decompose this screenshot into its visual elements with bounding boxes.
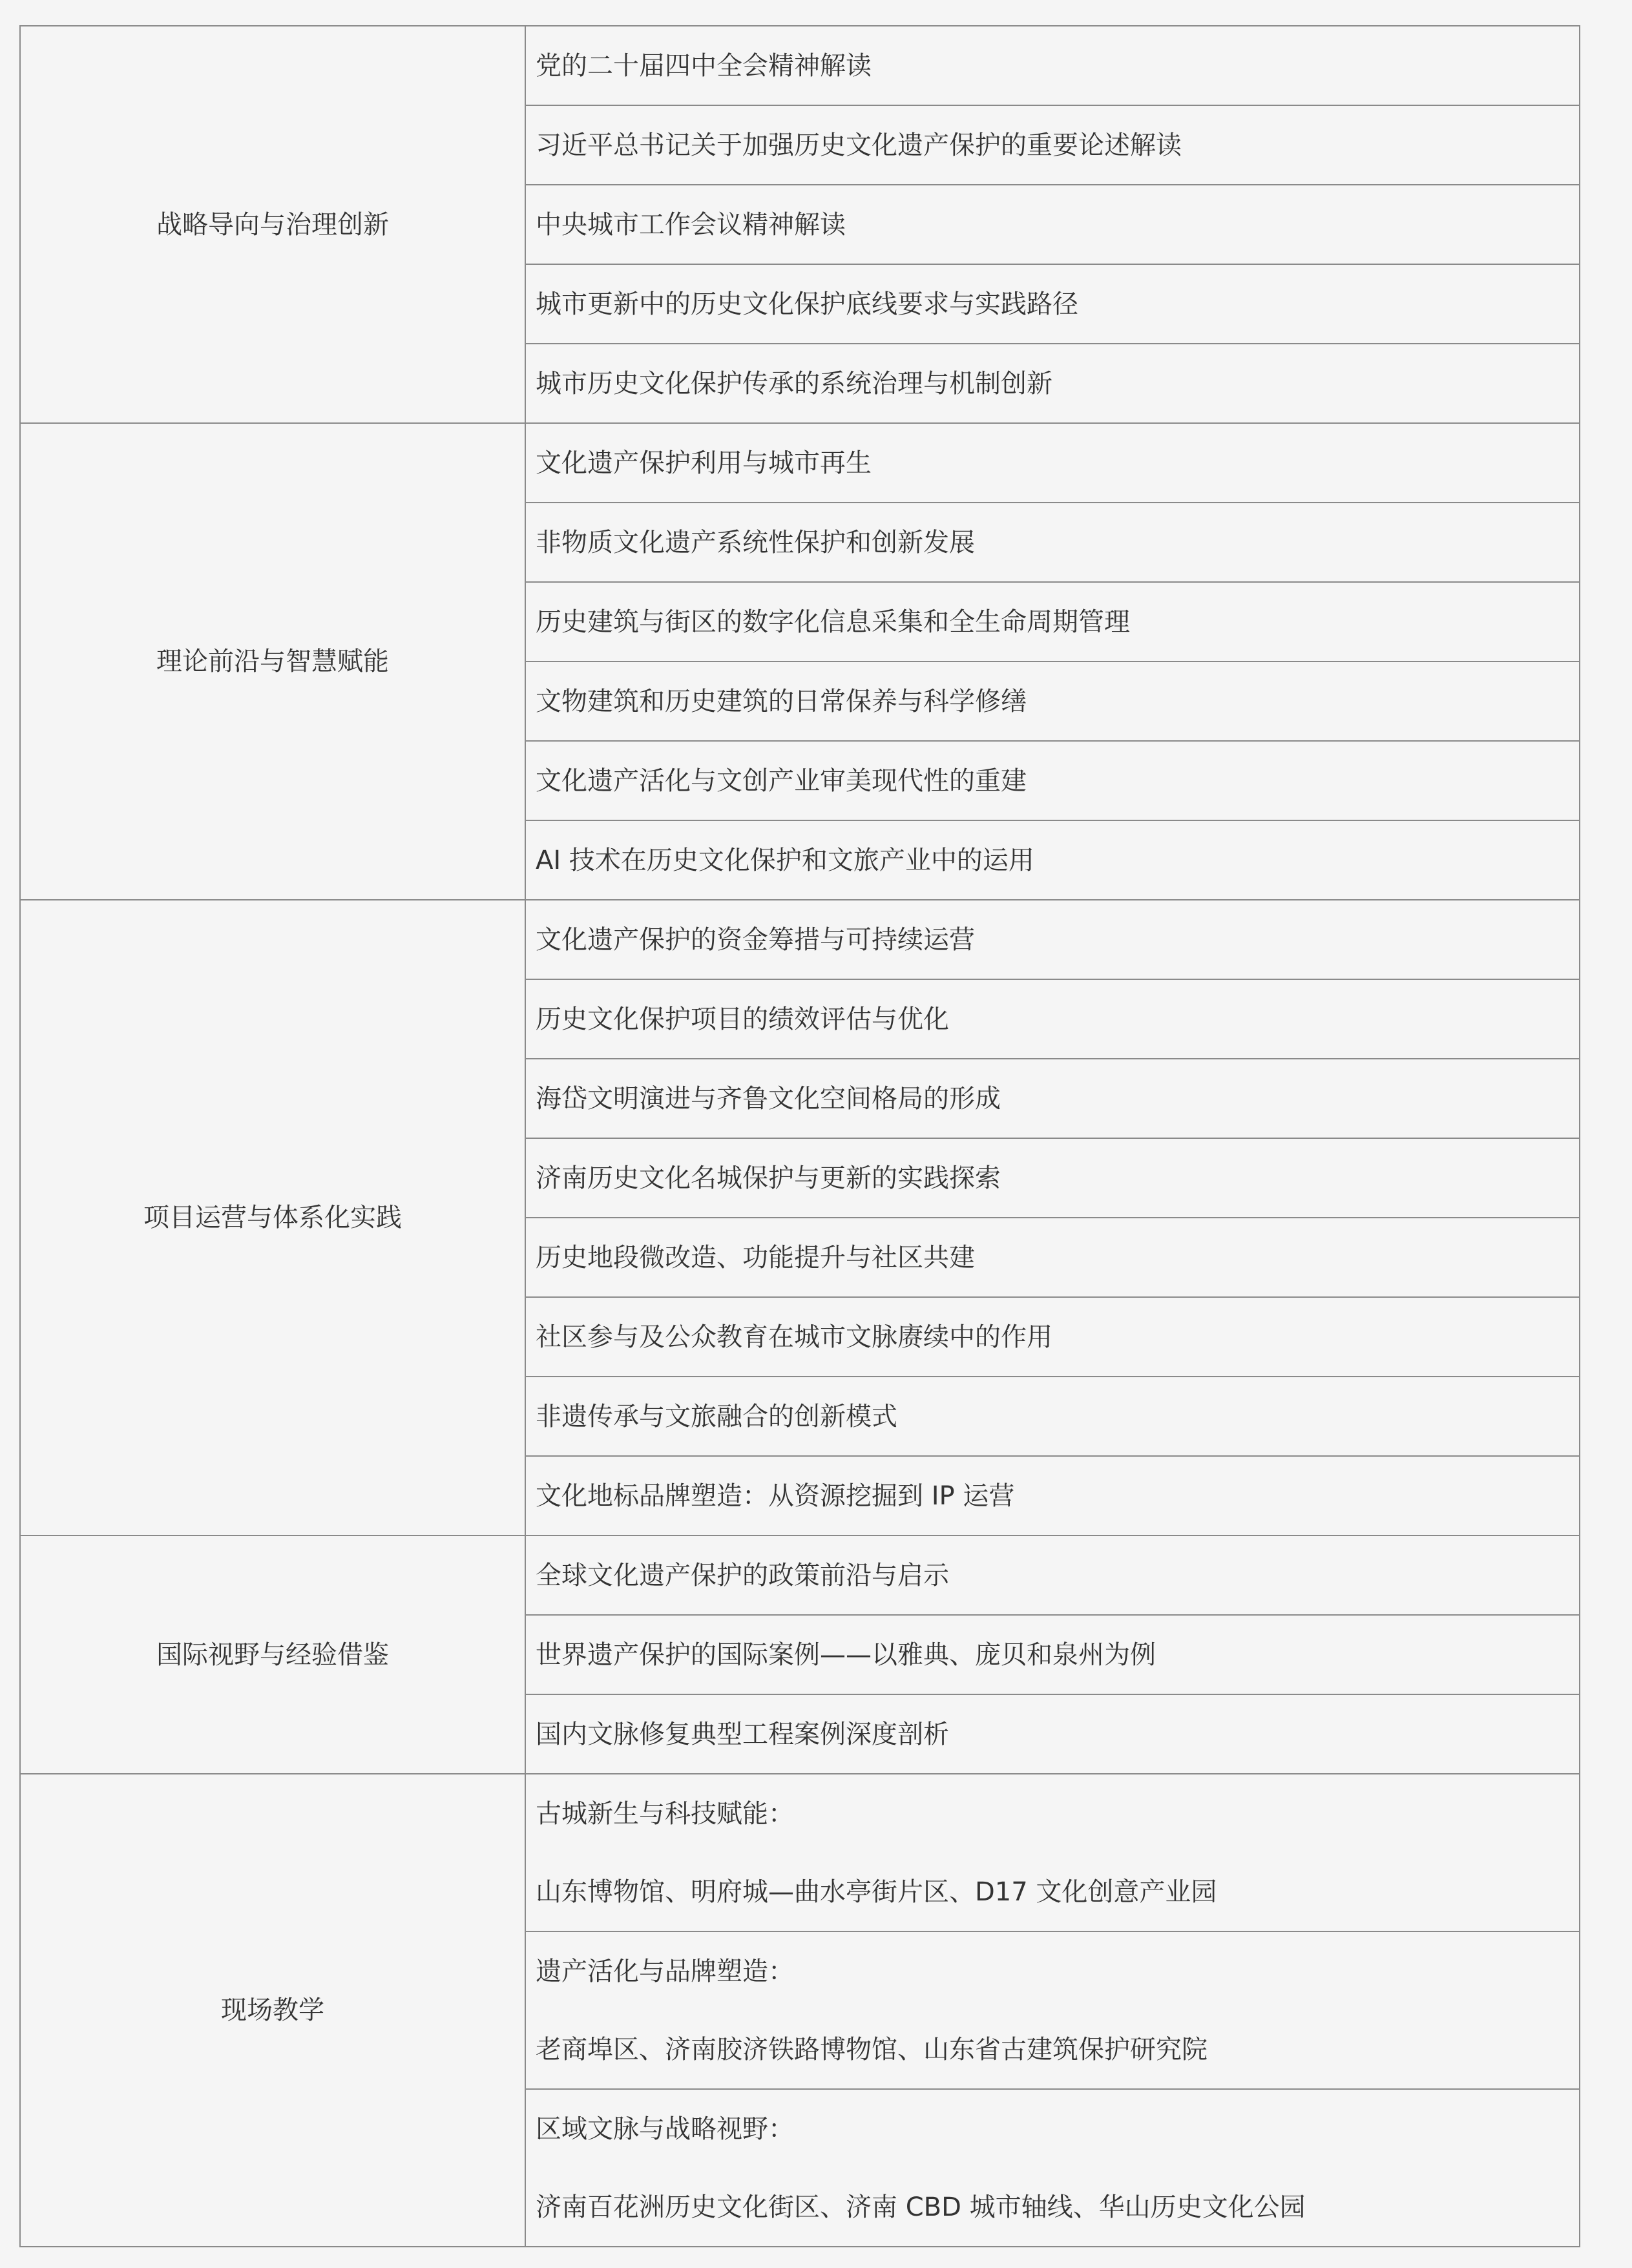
course-item-title: 文化遗产活化与文创产业审美现代性的重建 xyxy=(536,765,1027,796)
category-cell: 现场教学 xyxy=(20,1774,525,2247)
course-item-cell xyxy=(525,900,1580,979)
course-item-cell xyxy=(525,1218,1580,1297)
course-item-cell xyxy=(525,1297,1580,1377)
course-item-title: 历史建筑与街区的数字化信息采集和全生命周期管理 xyxy=(536,607,1130,637)
course-item-title: 习近平总书记关于加强历史文化遗产保护的重要论述解读 xyxy=(536,130,1182,160)
course-item-title: 文化地标品牌塑造：从资源挖掘到 IP 运营 xyxy=(536,1481,1015,1511)
course-item-title: 区域文脉与战略视野： xyxy=(536,2114,794,2144)
category-cell: 战略导向与治理创新 xyxy=(20,26,525,423)
table-row xyxy=(20,1774,1580,1931)
course-item-cell xyxy=(525,105,1580,185)
course-item-title: 城市更新中的历史文化保护底线要求与实践路径 xyxy=(536,289,1078,319)
course-item-title: 城市历史文化保护传承的系统治理与机制创新 xyxy=(536,368,1052,399)
course-item-cell xyxy=(525,185,1580,264)
course-item-cell xyxy=(525,26,1580,105)
course-item-title: 古城新生与科技赋能： xyxy=(536,1798,794,1829)
course-item-detail: 济南百花洲历史文化街区、济南 CBD 城市轴线、华山历史文化公园 xyxy=(536,2192,1306,2222)
course-item-title: 历史地段微改造、功能提升与社区共建 xyxy=(536,1242,975,1273)
course-item-cell xyxy=(525,344,1580,423)
course-item-title: AI 技术在历史文化保护和文旅产业中的运用 xyxy=(536,845,1034,875)
course-item-cell xyxy=(525,1931,1580,2089)
course-item-cell xyxy=(525,1535,1580,1615)
course-item-cell xyxy=(525,264,1580,344)
table-row xyxy=(20,26,1580,105)
course-item-cell xyxy=(525,1377,1580,1456)
course-item-title: 非物质文化遗产系统性保护和创新发展 xyxy=(536,527,975,557)
course-item-cell xyxy=(525,423,1580,503)
category-cell: 理论前沿与智慧赋能 xyxy=(20,423,525,900)
category-cell: 国际视野与经验借鉴 xyxy=(20,1535,525,1774)
course-item-detail: 山东博物馆、明府城—曲水亭街片区、D17 文化创意产业园 xyxy=(536,1877,1217,1907)
course-item-title: 遗产活化与品牌塑造： xyxy=(536,1956,794,1986)
course-item-title: 中央城市工作会议精神解读 xyxy=(536,209,846,240)
course-item-cell xyxy=(525,661,1580,741)
course-item-cell xyxy=(525,1774,1580,1931)
course-item-cell xyxy=(525,741,1580,820)
curriculum-table xyxy=(19,25,1580,2247)
course-item-cell xyxy=(525,1694,1580,1774)
course-item-title: 全球文化遗产保护的政策前沿与启示 xyxy=(536,1560,949,1590)
course-item-cell xyxy=(525,979,1580,1059)
course-item-title: 历史文化保护项目的绩效评估与优化 xyxy=(536,1004,949,1034)
course-item-cell xyxy=(525,1615,1580,1694)
table-row xyxy=(20,1535,1580,1615)
course-item-title: 国内文脉修复典型工程案例深度剖析 xyxy=(536,1719,949,1749)
course-item-title: 文物建筑和历史建筑的日常保养与科学修缮 xyxy=(536,686,1027,716)
course-item-detail: 老商埠区、济南胶济铁路博物馆、山东省古建筑保护研究院 xyxy=(536,2034,1208,2065)
course-item-title: 文化遗产保护的资金筹措与可持续运营 xyxy=(536,924,975,955)
course-item-title: 海岱文明演进与齐鲁文化空间格局的形成 xyxy=(536,1083,1001,1114)
table-row xyxy=(20,900,1580,979)
table-row xyxy=(20,423,1580,503)
course-item-title: 世界遗产保护的国际案例——以雅典、庞贝和泉州为例 xyxy=(536,1639,1156,1670)
course-item-title: 社区参与及公众教育在城市文脉赓续中的作用 xyxy=(536,1322,1052,1352)
course-item-cell xyxy=(525,1138,1580,1218)
category-cell: 项目运营与体系化实践 xyxy=(20,900,525,1535)
course-item-title: 济南历史文化名城保护与更新的实践探索 xyxy=(536,1163,1001,1193)
course-item-cell xyxy=(525,582,1580,661)
course-item-cell xyxy=(525,503,1580,582)
course-item-cell xyxy=(525,1456,1580,1535)
course-item-cell xyxy=(525,1059,1580,1138)
course-item-title: 文化遗产保护利用与城市再生 xyxy=(536,448,872,478)
course-item-title: 党的二十届四中全会精神解读 xyxy=(536,50,872,81)
course-item-title: 非遗传承与文旅融合的创新模式 xyxy=(536,1401,897,1431)
course-item-cell xyxy=(525,2089,1580,2247)
course-item-cell xyxy=(525,820,1580,900)
